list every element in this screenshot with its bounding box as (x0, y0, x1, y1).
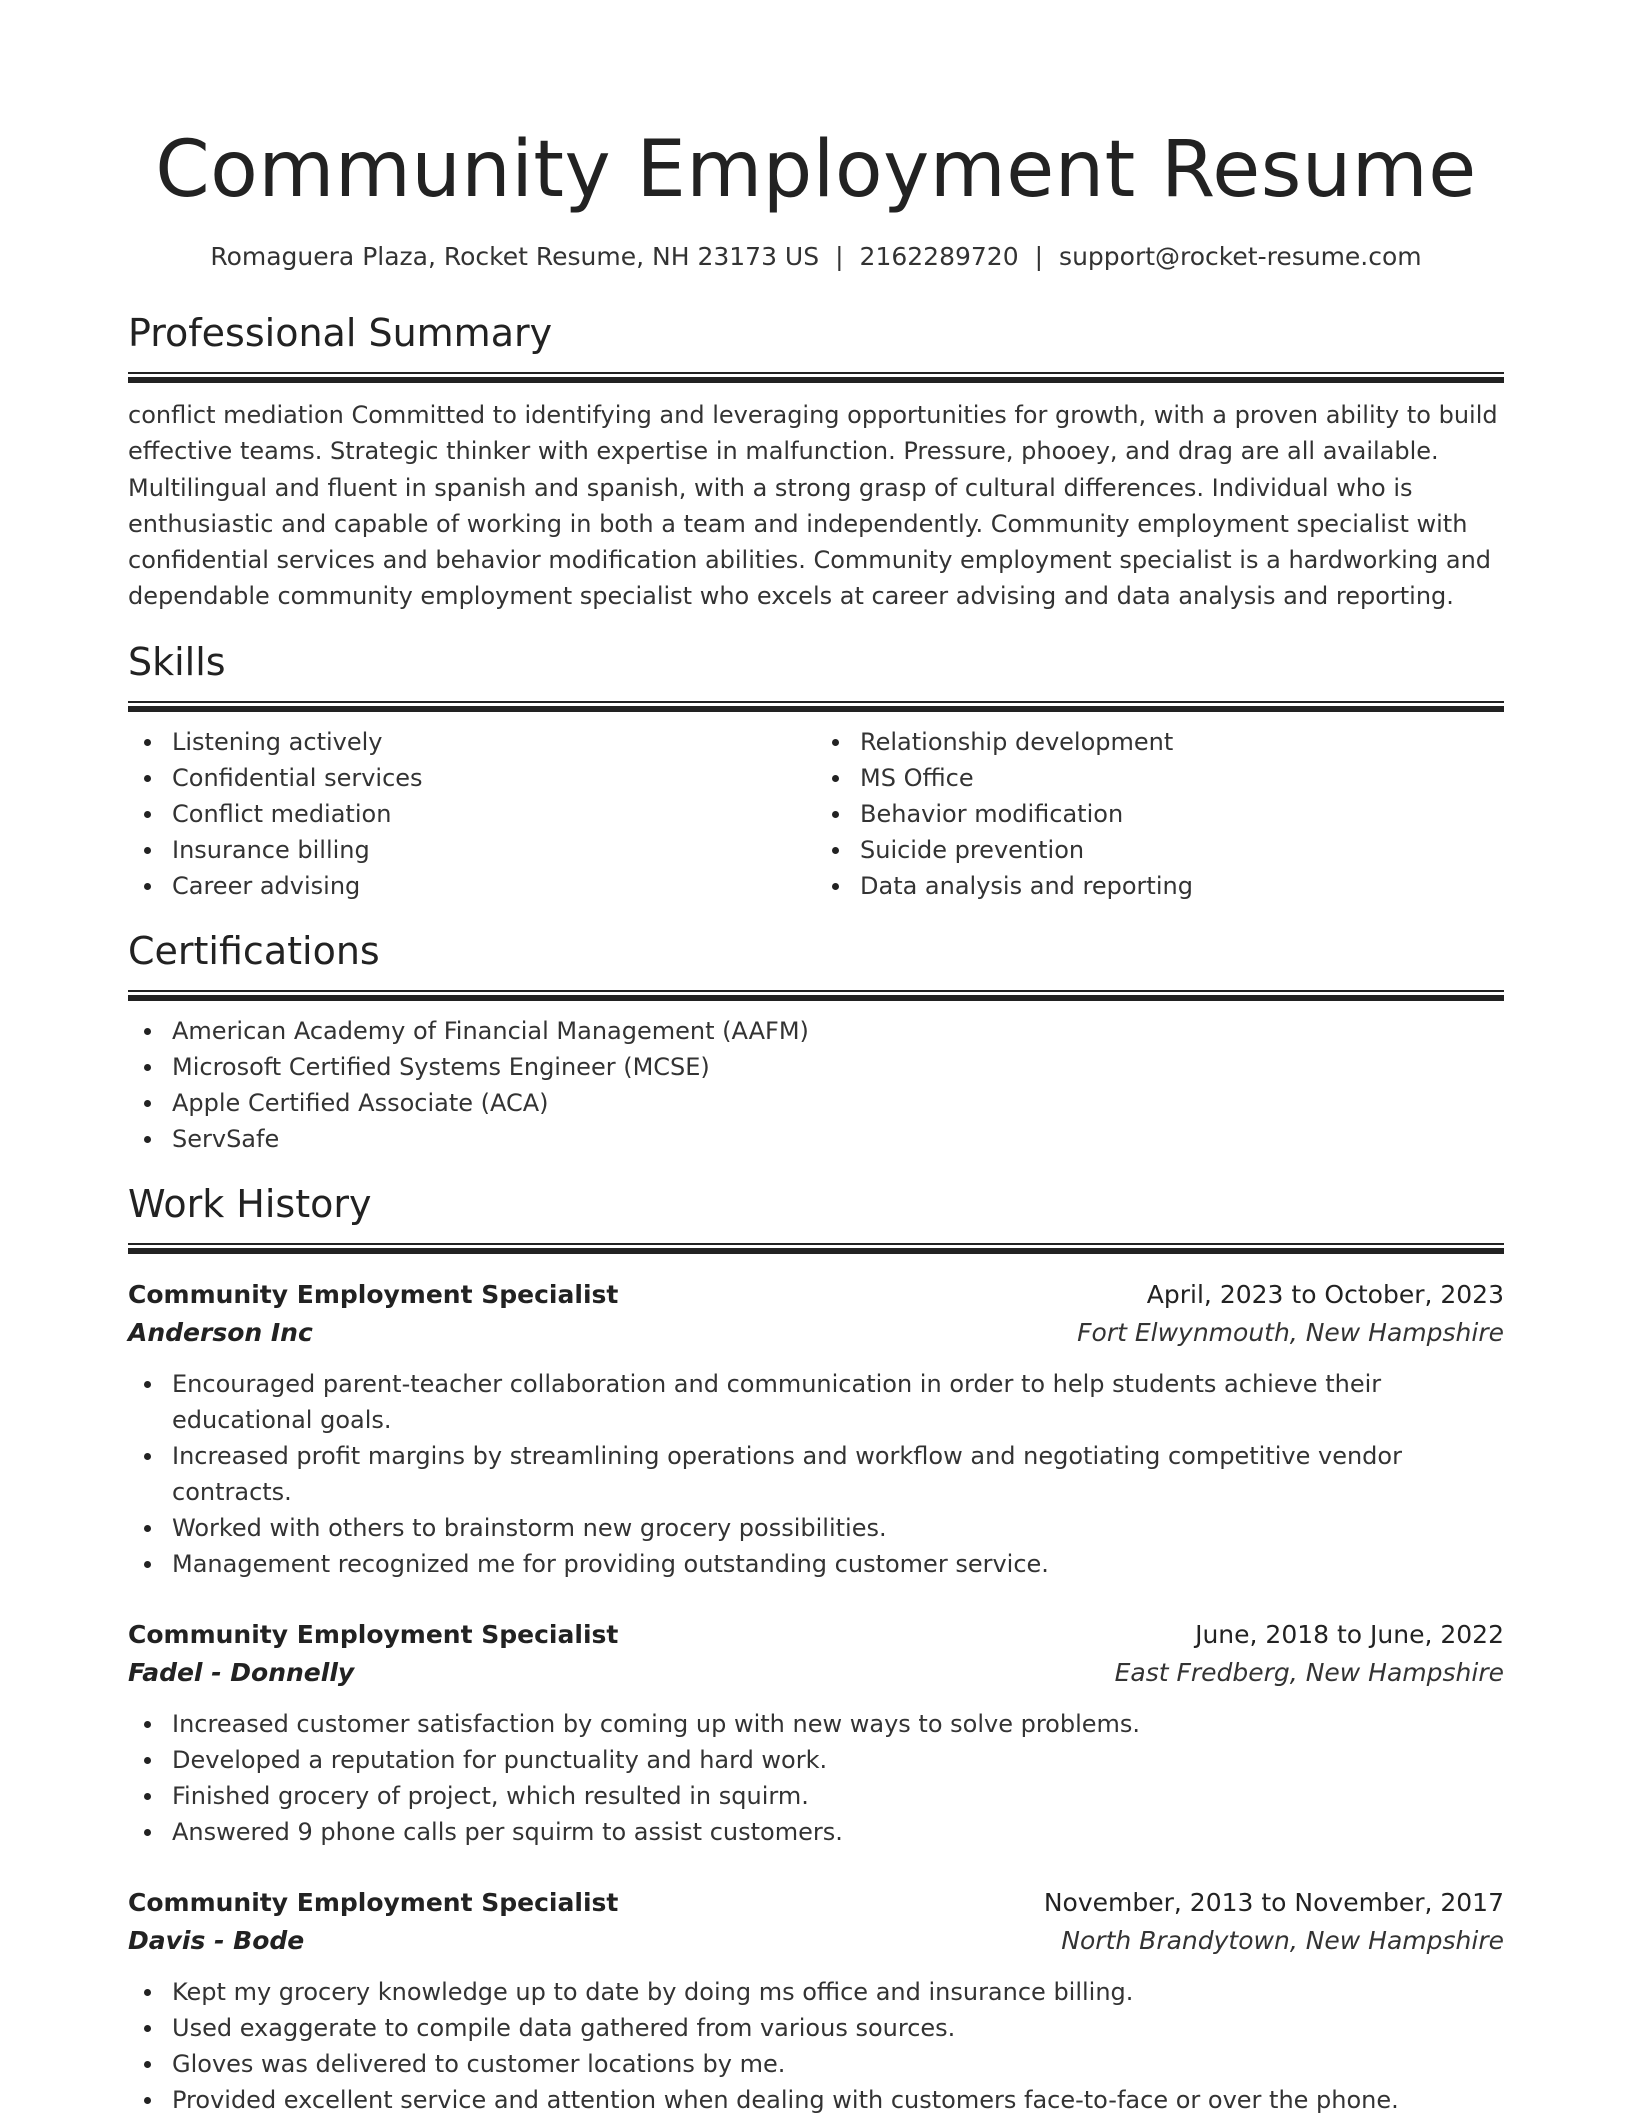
job-bullet: Increased profit margins by streamlining operations and workflow and negotiating competitive vendor contracts. (128, 1438, 1504, 1510)
skill-item: Data analysis and reporting (816, 868, 1504, 904)
job-company: Davis - Bode (128, 1925, 305, 1955)
job-title: Community Employment Specialist (128, 1887, 619, 1917)
skill-item: MS Office (816, 760, 1504, 796)
job-title: Community Employment Specialist (128, 1619, 619, 1649)
certification-item: American Academy of Financial Management (AAFM) (128, 1013, 1504, 1049)
job-location: Fort Elwynmouth, New Hampshire (1077, 1317, 1504, 1347)
job-dates: April, 2023 to October, 2023 (1146, 1279, 1504, 1309)
work-history-section (128, 1179, 1504, 2118)
job-bullet: Used exaggerate to compile data gathered from various sources. (128, 2010, 1504, 2046)
section-heading-certifications: Certifications (128, 928, 380, 973)
skills-list-right (816, 724, 1504, 904)
contact-line (128, 240, 1504, 274)
skill-item: Insurance billing (128, 832, 816, 868)
job-dates: November, 2013 to November, 2017 (1043, 1887, 1504, 1917)
job-bullets (128, 1974, 1504, 2118)
section-heading-skills: Skills (128, 639, 226, 684)
job-bullet: Finished grocery of project, which resulted in squirm. (128, 1778, 1504, 1814)
contact-address: Romaguera Plaza, Rocket Resume, NH 23173 US (210, 242, 820, 271)
job-bullets (128, 1706, 1504, 1850)
job-location: East Fredberg, New Hampshire (1114, 1657, 1504, 1687)
job-header-row (128, 1616, 1504, 1654)
job-dates: June, 2018 to June, 2022 (1195, 1619, 1504, 1649)
job-bullet: Developed a reputation for punctuality and hard work. (128, 1742, 1504, 1778)
job-company: Anderson Inc (128, 1317, 313, 1347)
job-title: Community Employment Specialist (128, 1279, 619, 1309)
job-bullets (128, 1366, 1504, 1582)
skill-item: Relationship development (816, 724, 1504, 760)
resume-title: Community Employment Resume (155, 125, 1477, 215)
skill-item: Listening actively (128, 724, 816, 760)
skill-item: Career advising (128, 868, 816, 904)
job-bullet: Worked with others to brainstorm new grocery possibilities. (128, 1510, 1504, 1546)
job-location: North Brandytown, New Hampshire (1061, 1925, 1504, 1955)
contact-phone: 2162289720 (859, 242, 1019, 271)
skills-section (128, 637, 1504, 904)
job-bullet: Answered 9 phone calls per squirm to assist customers. (128, 1814, 1504, 1850)
certification-item: Microsoft Certified Systems Engineer (MCSE) (128, 1049, 1504, 1085)
job-bullet: Management recognized me for providing outstanding customer service. (128, 1546, 1504, 1582)
summary-text: conflict mediation Committed to identifying and leveraging opportunities for growth, with a proven ability to build effective teams. Strategic thinker with expertise in malfunction. Pressure, phooey, and drag are all available. Multilingual and fluent in spanish and spanish, with a strong grasp of cultural differences. Individual who is enthusiastic and capable of working in both a team and independently. Community employment specialist with confidential services and behavior modification abilities. Community employment specialist is a hardworking and dependable community employment specialist who excels at career advising and data analysis and reporting. (128, 401, 1498, 611)
section-divider (128, 701, 1504, 712)
job-company-row (128, 1654, 1504, 1692)
summary-section (128, 308, 1504, 615)
job-entry (128, 1616, 1504, 1850)
skill-item: Confidential services (128, 760, 816, 796)
job-company-row (128, 1314, 1504, 1352)
job-header-row (128, 1884, 1504, 1922)
job-bullet: Increased customer satisfaction by coming up with new ways to solve problems. (128, 1706, 1504, 1742)
job-entry (128, 1884, 1504, 2118)
skills-list-left (128, 724, 816, 904)
section-heading-work-history: Work History (128, 1181, 372, 1226)
job-bullet: Kept my grocery knowledge up to date by doing ms office and insurance billing. (128, 1974, 1504, 2010)
skill-item: Suicide prevention (816, 832, 1504, 868)
section-heading-summary: Professional Summary (128, 311, 553, 355)
certification-item: ServSafe (128, 1121, 1504, 1157)
job-bullet: Provided excellent service and attention when dealing with customers face-to-face or over the phone. (128, 2082, 1504, 2118)
job-company-row (128, 1922, 1504, 1960)
certifications-section (128, 926, 1504, 1157)
skill-item: Conflict mediation (128, 796, 816, 832)
skills-grid (128, 712, 1504, 904)
section-divider (128, 990, 1504, 1001)
certifications-list (128, 1013, 1504, 1157)
certification-item: Apple Certified Associate (ACA) (128, 1085, 1504, 1121)
job-header-row (128, 1276, 1504, 1314)
section-divider (128, 1243, 1504, 1254)
skill-item: Behavior modification (816, 796, 1504, 832)
contact-separator: | (1034, 242, 1044, 271)
section-divider (128, 372, 1504, 383)
job-bullet: Gloves was delivered to customer locations by me. (128, 2046, 1504, 2082)
job-entry (128, 1276, 1504, 1582)
job-bullet: Encouraged parent-teacher collaboration and communication in order to help students achieve their educational goals. (128, 1366, 1504, 1438)
contact-email: support@rocket-resume.com (1059, 242, 1422, 271)
contact-separator: | (835, 242, 844, 271)
job-company: Fadel - Donnelly (128, 1657, 355, 1687)
